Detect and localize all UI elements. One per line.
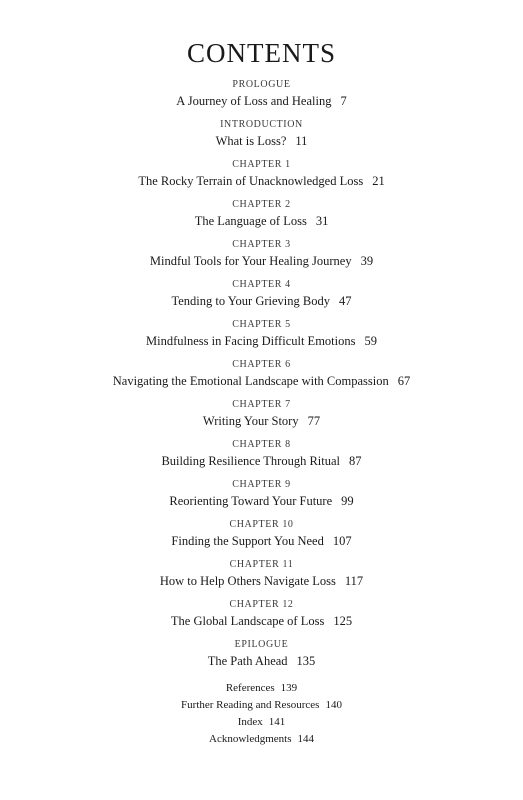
entry-label: CHAPTER 2: [232, 199, 291, 210]
back-matter-references: [0, 680, 523, 697]
toc-entry-chapter-8: [0, 438, 523, 478]
back-matter-acknowledgments: [0, 731, 523, 748]
back-matter-page-number: 144: [297, 733, 314, 745]
toc-entry-chapter-10: [0, 518, 523, 558]
back-matter-title: References: [225, 682, 275, 694]
entry-page-number: 99: [341, 494, 354, 508]
entry-page-number: 87: [349, 454, 362, 468]
entry-label: CHAPTER 8: [232, 439, 291, 450]
entry-page-number: 21: [372, 174, 385, 188]
entry-page-number: 39: [360, 254, 374, 268]
entry-label: CHAPTER 4: [232, 279, 291, 290]
entry-page-number: 47: [339, 294, 352, 308]
toc-entry-chapter-2: [0, 198, 523, 238]
toc-entry-chapter-7: [0, 398, 523, 438]
entry-line: [0, 653, 523, 670]
back-matter-further-reading: [0, 697, 523, 714]
toc-entry-prologue: [0, 78, 523, 118]
entry-label: CHAPTER 1: [232, 159, 291, 170]
toc-entry-chapter-12: [0, 598, 523, 638]
entry-page-number: 59: [364, 334, 377, 348]
entry-page-number: 135: [296, 654, 316, 668]
entry-page-number: 77: [307, 414, 321, 428]
entry-line: [0, 613, 523, 630]
entry-line: [0, 253, 523, 270]
entry-line: [0, 333, 523, 350]
entry-title: Reorienting Toward Your Future: [169, 494, 333, 508]
entry-label: CHAPTER 7: [232, 399, 291, 410]
back-matter-index: [0, 714, 523, 731]
entry-page-number: 125: [333, 614, 353, 628]
entry-line: [0, 493, 523, 510]
entry-label: CHAPTER 3: [232, 239, 291, 250]
back-matter-page-number: 141: [268, 716, 286, 728]
back-matter-title: Acknowledgments: [209, 733, 292, 745]
back-matter-title: Index: [237, 716, 263, 728]
entry-label: EPILOGUE: [234, 639, 289, 650]
entry-title: A Journey of Loss and Healing: [176, 94, 332, 108]
toc-entries: [0, 78, 523, 678]
entry-title: The Path Ahead: [207, 654, 288, 668]
entry-title: How to Help Others Navigate Loss: [159, 574, 336, 588]
entry-title: The Rocky Terrain of Unacknowledged Loss: [138, 174, 364, 188]
entry-line: [0, 293, 523, 310]
back-matter-page-number: 139: [280, 682, 298, 694]
entry-line: [0, 413, 523, 430]
entry-line: [0, 453, 523, 470]
entry-title: Mindfulness in Facing Difficult Emotions: [146, 334, 356, 348]
entry-title: Finding the Support You Need: [171, 534, 324, 548]
entry-label: CHAPTER 11: [229, 559, 294, 570]
entry-label: CHAPTER 6: [232, 359, 291, 370]
entry-line: [0, 173, 523, 190]
back-matter: [0, 680, 523, 748]
entry-line: [0, 533, 523, 550]
back-matter-page-number: 140: [325, 699, 342, 711]
entry-label: INTRODUCTION: [220, 119, 303, 130]
entry-line: [0, 213, 523, 230]
toc-entry-introduction: [0, 118, 523, 158]
entry-label: CHAPTER 9: [232, 479, 291, 490]
entry-page-number: 31: [315, 214, 329, 228]
toc-entry-chapter-1: [0, 158, 523, 198]
entry-title: The Language of Loss: [194, 214, 307, 228]
toc-entry-chapter-4: [0, 278, 523, 318]
toc-entry-chapter-5: [0, 318, 523, 358]
entry-title: Writing Your Story: [202, 414, 299, 428]
entry-page-number: 117: [344, 574, 364, 588]
entry-page-number: 11: [295, 134, 308, 148]
entry-page-number: 7: [340, 94, 347, 108]
entry-page-number: 107: [332, 534, 352, 548]
entry-line: [0, 573, 523, 590]
entry-title: What is Loss?: [215, 134, 287, 148]
entry-line: [0, 373, 523, 390]
entry-title: The Global Landscape of Loss: [170, 614, 325, 628]
back-matter-title: Further Reading and Resources: [181, 699, 320, 711]
entry-label: CHAPTER 12: [229, 599, 294, 610]
entry-title: Tending to Your Grieving Body: [171, 294, 330, 308]
toc-entry-epilogue: [0, 638, 523, 678]
entry-page-number: 67: [397, 374, 411, 388]
toc-entry-chapter-9: [0, 478, 523, 518]
entry-line: [0, 93, 523, 110]
entry-title: Navigating the Emotional Landscape with Compassion: [112, 374, 389, 388]
toc-entry-chapter-3: [0, 238, 523, 278]
toc-entry-chapter-11: [0, 558, 523, 598]
entry-label: PROLOGUE: [232, 79, 291, 90]
page-title: CONTENTS: [187, 38, 336, 68]
entry-label: CHAPTER 5: [232, 319, 291, 330]
entry-line: [0, 133, 523, 150]
entry-label: CHAPTER 10: [229, 519, 294, 530]
toc-entry-chapter-6: [0, 358, 523, 398]
entry-title: Building Resilience Through Ritual: [161, 454, 341, 468]
entry-title: Mindful Tools for Your Healing Journey: [149, 254, 352, 268]
